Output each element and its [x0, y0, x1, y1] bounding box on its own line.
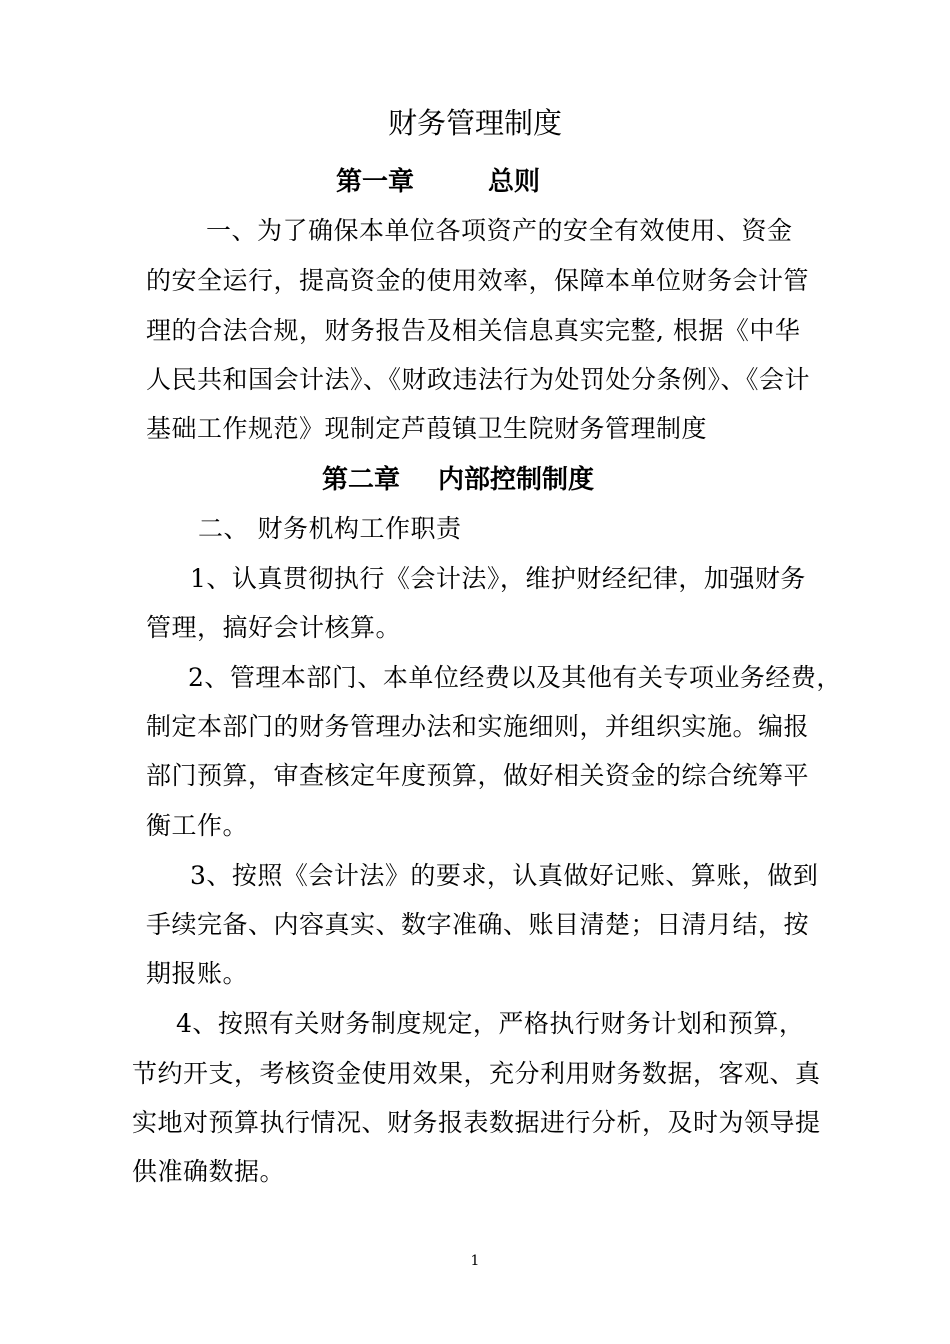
para1-line: 一、为了确保本单位各项资产的安全有效使用、资金 [206, 216, 793, 245]
item2-line: 衡工作。 [146, 811, 249, 840]
item4-line: 供准确数据。 [132, 1157, 286, 1186]
item3-line: 期报账。 [146, 959, 249, 988]
item2-line: 2、管理本部门、本单位经费以及其他有关专项业务经费， [188, 663, 842, 692]
item1-line: 1、认真贯彻执行《会计法》，维护财经纪律，加强财务 [190, 564, 806, 593]
section-heading: 二、 财务机构工作职责 [198, 514, 462, 543]
item4-line: 节约开支，考核资金使用效果，充分利用财务数据，客观、真 [132, 1059, 821, 1088]
item3-line: 手续完备、内容真实、数字准确、账目清楚；日清月结，按 [146, 910, 810, 939]
item4-line: 4、按照有关财务制度规定，严格执行财务计划和预算， [176, 1009, 805, 1038]
para1-line: 的安全运行，提高资金的使用效率，保障本单位财务会计管 [146, 266, 810, 295]
para1-line: 基础工作规范》现制定芦葭镇卫生院财务管理制度 [146, 414, 708, 443]
item4-line: 实地对预算执行情况、财务报表数据进行分析，及时为领导提 [132, 1108, 821, 1137]
chapter-2-number: 第二章 [322, 465, 401, 495]
chapter-1-name: 总则 [488, 167, 541, 197]
document-title: 财务管理制度 [387, 106, 562, 140]
para1-line: 人民共和国会计法》、《财政违法行为处罚处分条例》、《会计 [146, 365, 811, 394]
item3-line: 3、按照《会计法》的要求，认真做好记账、算账，做到 [190, 861, 819, 890]
item2-line: 制定本部门的财务管理办法和实施细则，并组织实施。编报 [146, 712, 810, 741]
page-number: 1 [470, 1253, 480, 1269]
item1-line: 管理，搞好会计核算。 [146, 613, 402, 642]
chapter-2-name: 内部控制制度 [438, 465, 595, 495]
chapter-1-number: 第一章 [336, 167, 415, 197]
para1-line: 理的合法合规，财务报告及相关信息真实完整, 根据《中华 [146, 316, 801, 345]
item2-line: 部门预算，审查核定年度预算，做好相关资金的综合统筹平 [146, 761, 810, 790]
